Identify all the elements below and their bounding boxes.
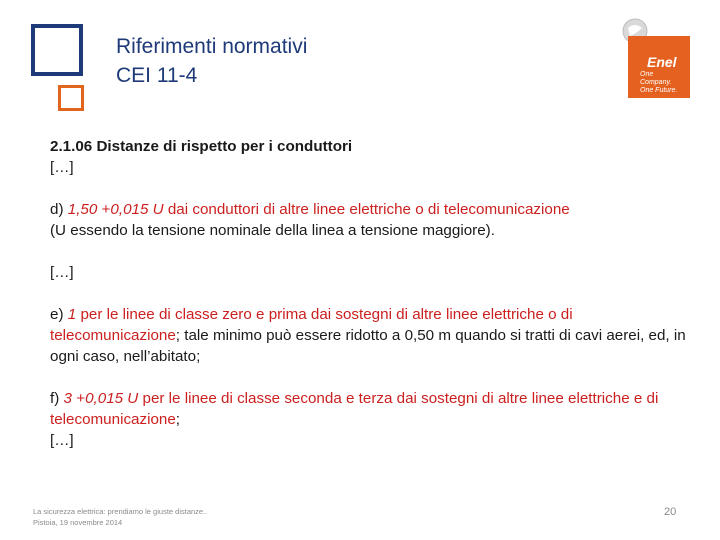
item-e-letter: e) xyxy=(50,306,64,323)
item-f xyxy=(50,388,690,430)
item-f-text-red: per le linee di classe seconda e terza dai sostegni di altre linee elettriche e di telecomunicazione xyxy=(50,390,659,428)
title-line-2: CEI 11-4 xyxy=(116,64,198,87)
item-f-value-b: 0,015 U xyxy=(85,390,139,407)
logo-name: Enel xyxy=(647,54,677,70)
decor-square-large xyxy=(31,24,83,76)
ellipsis-3: […] xyxy=(50,432,74,449)
decor-square-small xyxy=(58,85,84,111)
enel-logo xyxy=(620,16,694,94)
item-f-text-rest: ; xyxy=(175,411,181,428)
page-number: 20 xyxy=(664,506,677,518)
ellipsis-1: […] xyxy=(50,159,74,176)
item-d-text-rest: (U essendo la tensione nominale della linea a tensione maggiore). xyxy=(50,222,495,239)
item-d-letter: d) xyxy=(50,201,64,218)
item-d xyxy=(50,199,690,241)
title-line-1: Riferimenti normativi xyxy=(116,35,308,58)
item-e-text-red: per le linee di classe zero e prima dai sostegni di altre linee elettriche o di telecomunicazione xyxy=(50,306,573,344)
section-heading: 2.1.06 Distanze di rispetto per i conduttori xyxy=(50,138,353,155)
item-d-value-b: 0,015 U xyxy=(110,201,164,218)
footer xyxy=(33,506,207,528)
footer-line-1: La sicurezza elettrica: prendiamo le giuste distanze.. xyxy=(33,507,208,516)
item-d-value-a: 1,50 xyxy=(67,201,98,218)
item-d-text-red: dai conduttori di altre linee elettriche o di telecomunicazione xyxy=(167,201,570,218)
logo-tagline: One Company. One Future. xyxy=(640,71,678,94)
item-f-value-a: 3 xyxy=(63,390,72,407)
footer-line-2: Pistoia, 19 novembre 2014 xyxy=(33,518,123,527)
item-d-plus: + xyxy=(101,201,111,218)
slide-body xyxy=(50,136,690,451)
item-f-plus: + xyxy=(76,390,86,407)
item-e xyxy=(50,304,690,367)
ellipsis-2: […] xyxy=(50,264,74,281)
item-f-letter: f) xyxy=(50,390,60,407)
slide-title xyxy=(116,32,307,90)
item-e-value: 1 xyxy=(67,306,77,323)
item-e-text-rest: ; tale minimo può essere ridotto a 0,50 m quando si tratti di cavi aerei, ed, in ogni caso, nell’abitato; xyxy=(50,327,686,365)
